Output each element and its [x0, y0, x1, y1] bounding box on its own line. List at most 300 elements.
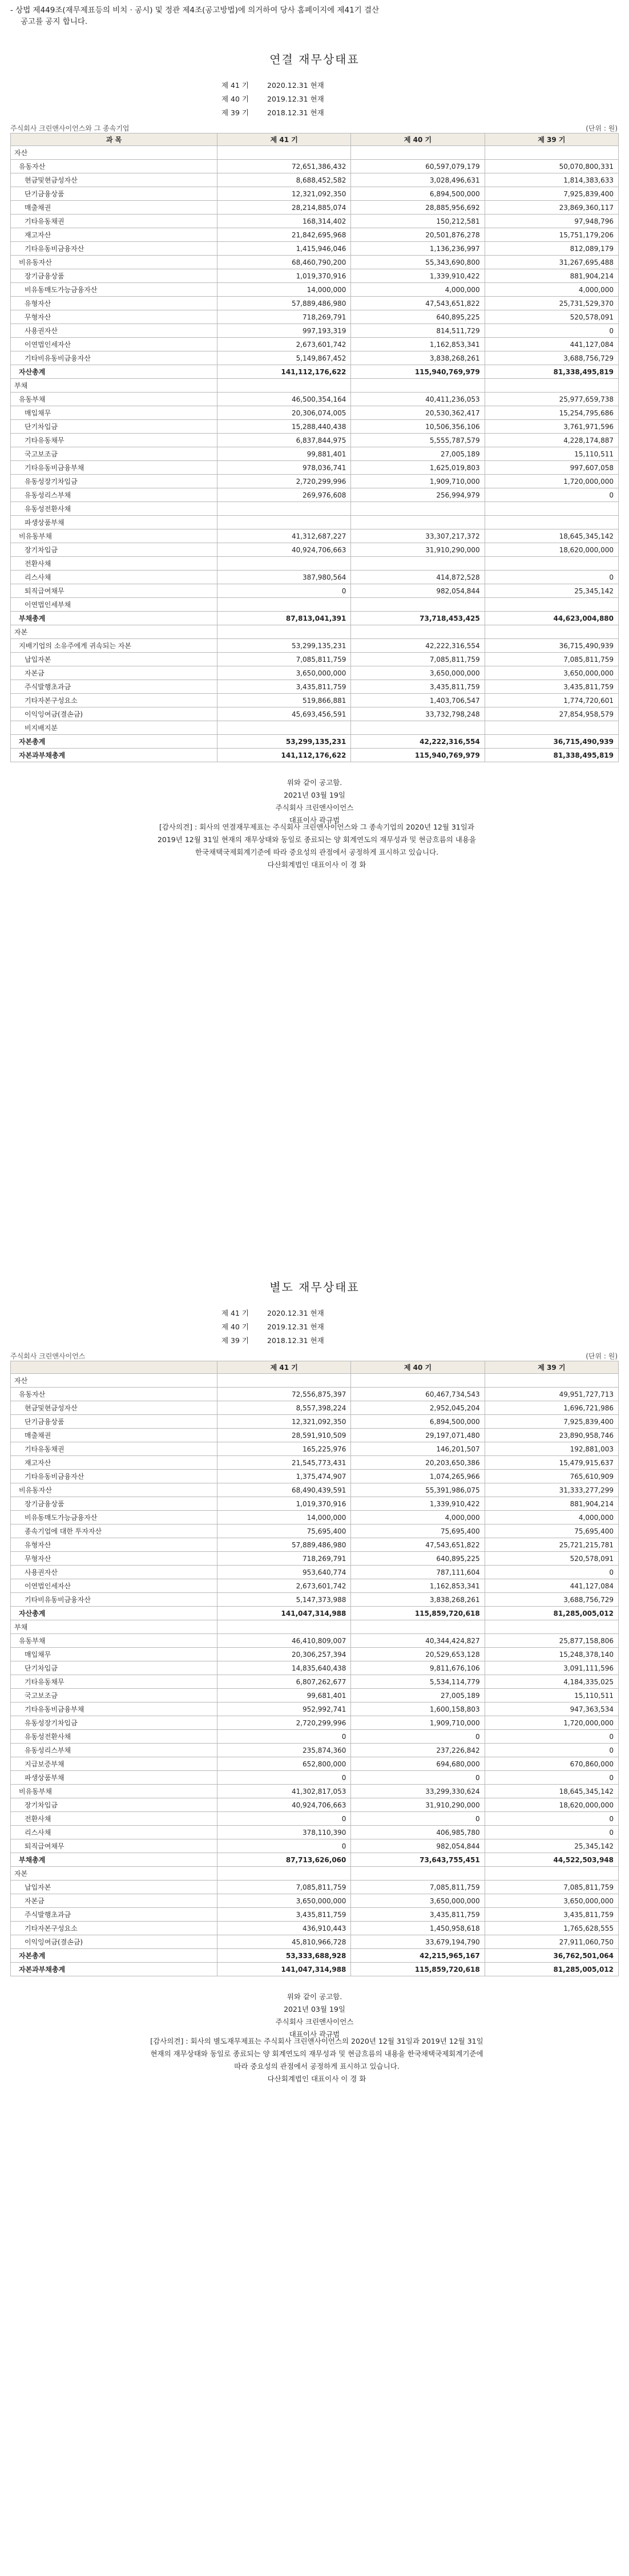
amount-cell: 269,976,608	[217, 488, 351, 502]
table-row	[11, 666, 619, 680]
amount-cell: 1,909,710,000	[351, 475, 485, 488]
amount-cell: 27,005,189	[351, 1689, 485, 1702]
account-name: 유동성리스부채	[11, 1744, 217, 1757]
table-row	[11, 735, 619, 749]
table-row	[11, 215, 619, 228]
announcement-notes	[0, 1991, 629, 2041]
amount-cell: 1,162,853,341	[351, 1579, 485, 1593]
amount-cell: 0	[485, 571, 618, 584]
amount-cell: 406,985,780	[351, 1826, 485, 1839]
account-name: 단기차입금	[11, 1661, 217, 1675]
amount-cell: 40,411,236,053	[351, 393, 485, 406]
amount-cell: 36,715,490,939	[485, 639, 618, 653]
column-header: 제 40 기	[351, 134, 485, 146]
amount-cell: 0	[485, 1812, 618, 1826]
intro-notice	[10, 5, 615, 27]
table-row	[11, 1826, 619, 1839]
amount-cell: 3,650,000,000	[217, 1894, 351, 1908]
amount-cell: 28,591,910,509	[217, 1429, 351, 1442]
account-name: 납입자본	[11, 1881, 217, 1894]
audit-line: 다산회계법인 대표이사 이 경 화	[267, 860, 366, 869]
account-name: 기타유동채무	[11, 434, 217, 447]
amount-cell: 87,813,041,391	[217, 612, 351, 625]
account-name: 비유동부채	[11, 529, 217, 543]
amount-cell: 0	[351, 1771, 485, 1785]
table-row	[11, 529, 619, 543]
amount-cell: 18,645,345,142	[485, 529, 618, 543]
note-line: 2021년 03월 19일	[284, 791, 345, 799]
amount-cell: 3,028,496,631	[351, 173, 485, 187]
amount-cell: 7,925,839,400	[485, 1415, 618, 1429]
table-row	[11, 447, 619, 461]
account-name: 전환사채	[11, 557, 217, 571]
amount-cell: 0	[217, 1839, 351, 1853]
audit-opinion	[23, 2035, 611, 2085]
table-row	[11, 228, 619, 242]
audit-opinion	[23, 821, 611, 871]
table-row	[11, 1415, 619, 1429]
table-row	[11, 543, 619, 557]
table-row	[11, 1388, 619, 1401]
account-name: 유동성리스부채	[11, 488, 217, 502]
account-name: 기타유동비금융자산	[11, 1470, 217, 1483]
amount-cell: 4,000,000	[351, 1511, 485, 1524]
table-row	[11, 502, 619, 516]
unit-label: (단위 : 원)	[586, 124, 618, 132]
account-name: 자산	[11, 146, 217, 160]
table-row	[11, 1374, 619, 1388]
amount-cell: 44,522,503,948	[485, 1853, 618, 1867]
table-row	[11, 1798, 619, 1812]
amount-cell: 978,036,741	[217, 461, 351, 475]
account-name: 유동성전환사채	[11, 1730, 217, 1744]
period-item	[221, 1307, 324, 1320]
amount-cell: 670,860,000	[485, 1757, 618, 1771]
amount-cell: 15,254,795,686	[485, 406, 618, 420]
amount-cell: 20,306,074,005	[217, 406, 351, 420]
amount-cell: 881,904,214	[485, 1497, 618, 1511]
account-name: 비유동부채	[11, 1785, 217, 1798]
period-label: 제 39 기	[221, 1336, 249, 1345]
amount-cell: 73,718,453,425	[351, 612, 485, 625]
amount-cell: 55,391,986,075	[351, 1483, 485, 1497]
period-date: 2020.12.31 현재	[267, 1309, 324, 1317]
amount-cell: 99,681,401	[217, 1689, 351, 1702]
amount-cell: 5,149,867,452	[217, 351, 351, 365]
column-header: 제 39 기	[485, 1361, 618, 1374]
amount-cell: 53,299,135,231	[217, 639, 351, 653]
amount-cell: 1,450,958,618	[351, 1922, 485, 1935]
account-name: 부채	[11, 1620, 217, 1634]
amount-cell: 1,136,236,997	[351, 242, 485, 256]
table-row	[11, 749, 619, 762]
amount-cell: 997,193,319	[217, 324, 351, 338]
account-name: 자본금	[11, 1894, 217, 1908]
audit-line: 따라 중요성의 관점에서 공정하게 표시하고 있습니다.	[234, 2062, 400, 2070]
account-name: 기타유동비금융자산	[11, 242, 217, 256]
amount-cell	[485, 1620, 618, 1634]
table-row	[11, 1607, 619, 1620]
table-row	[11, 694, 619, 707]
period-item	[221, 106, 324, 120]
amount-cell: 53,299,135,231	[217, 735, 351, 749]
company-name: 주식회사 크린앤사이언스	[10, 1352, 86, 1360]
account-name: 기타유동비금융부채	[11, 1702, 217, 1716]
table-header-row	[11, 1361, 619, 1374]
amount-cell: 1,765,628,555	[485, 1922, 618, 1935]
amount-cell: 6,894,500,000	[351, 1415, 485, 1429]
amount-cell	[217, 557, 351, 571]
account-name: 부채	[11, 379, 217, 393]
table-row	[11, 1730, 619, 1744]
table-header-row	[11, 134, 619, 146]
amount-cell: 0	[485, 488, 618, 502]
account-name: 비유동매도가능금융자산	[11, 1511, 217, 1524]
table-row	[11, 1922, 619, 1935]
table-row	[11, 625, 619, 639]
account-name: 비유동매도가능금융자산	[11, 283, 217, 297]
table-row	[11, 680, 619, 694]
account-name: 리스사채	[11, 1826, 217, 1839]
table-row	[11, 297, 619, 310]
amount-cell: 7,085,811,759	[217, 653, 351, 666]
amount-cell: 787,111,604	[351, 1566, 485, 1579]
table-row	[11, 187, 619, 201]
amount-cell: 4,184,335,025	[485, 1675, 618, 1689]
amount-cell: 115,859,720,618	[351, 1607, 485, 1620]
table-row	[11, 653, 619, 666]
table-row	[11, 639, 619, 653]
account-name: 국고보조금	[11, 1689, 217, 1702]
amount-cell: 640,895,225	[351, 310, 485, 324]
amount-cell: 3,650,000,000	[351, 1894, 485, 1908]
table-row	[11, 1661, 619, 1675]
amount-cell: 57,889,486,980	[217, 1538, 351, 1552]
account-name: 주식발행초과금	[11, 1908, 217, 1922]
table-row	[11, 1867, 619, 1881]
table-row	[11, 1401, 619, 1415]
amount-cell	[351, 379, 485, 393]
amount-cell: 3,688,756,729	[485, 351, 618, 365]
account-name: 파생상품부채	[11, 516, 217, 529]
account-name: 유동자산	[11, 160, 217, 173]
amount-cell: 3,435,811,759	[217, 1908, 351, 1922]
amount-cell: 46,500,354,164	[217, 393, 351, 406]
amount-cell: 1,625,019,803	[351, 461, 485, 475]
table-row	[11, 1442, 619, 1456]
table-row	[11, 1853, 619, 1867]
amount-cell: 1,774,720,601	[485, 694, 618, 707]
table-row	[11, 1497, 619, 1511]
amount-cell: 7,085,811,759	[351, 1881, 485, 1894]
amount-cell: 115,859,720,618	[351, 1963, 485, 1976]
table-row	[11, 1757, 619, 1771]
amount-cell: 68,490,439,591	[217, 1483, 351, 1497]
table-row	[11, 1744, 619, 1757]
amount-cell: 718,269,791	[217, 310, 351, 324]
amount-cell: 2,720,299,996	[217, 1716, 351, 1730]
amount-cell: 72,556,875,397	[217, 1388, 351, 1401]
unit-label: (단위 : 원)	[586, 1352, 618, 1360]
amount-cell: 2,673,601,742	[217, 1579, 351, 1593]
amount-cell: 6,807,262,677	[217, 1675, 351, 1689]
amount-cell: 1,403,706,547	[351, 694, 485, 707]
table-row	[11, 1429, 619, 1442]
amount-cell: 3,091,111,596	[485, 1661, 618, 1675]
amount-cell: 55,343,690,800	[351, 256, 485, 269]
table-row	[11, 557, 619, 571]
table-row	[11, 1935, 619, 1949]
amount-cell: 1,162,853,341	[351, 338, 485, 351]
table-row	[11, 160, 619, 173]
amount-cell: 168,314,402	[217, 215, 351, 228]
amount-cell: 378,110,390	[217, 1826, 351, 1839]
table-row	[11, 393, 619, 406]
amount-cell: 41,302,817,053	[217, 1785, 351, 1798]
table-row	[11, 379, 619, 393]
table-row	[11, 612, 619, 625]
table-row	[11, 351, 619, 365]
amount-cell: 42,222,316,554	[351, 639, 485, 653]
amount-cell: 141,112,176,622	[217, 749, 351, 762]
account-name: 무형자산	[11, 310, 217, 324]
period-label: 제 39 기	[221, 108, 249, 117]
period-date: 2020.12.31 현재	[267, 81, 324, 90]
amount-cell: 5,534,114,779	[351, 1675, 485, 1689]
amount-cell: 57,889,486,980	[217, 297, 351, 310]
intro-line-2: 공고를 공지 합니다.	[21, 17, 88, 26]
amount-cell: 20,306,257,394	[217, 1648, 351, 1661]
amount-cell: 947,363,534	[485, 1702, 618, 1716]
amount-cell: 28,214,885,074	[217, 201, 351, 215]
table-row	[11, 1483, 619, 1497]
column-header: 제 41 기	[217, 1361, 351, 1374]
amount-cell: 414,872,528	[351, 571, 485, 584]
amount-cell: 2,673,601,742	[217, 338, 351, 351]
amount-cell: 0	[485, 1730, 618, 1744]
table-row	[11, 420, 619, 434]
amount-cell: 3,650,000,000	[351, 666, 485, 680]
amount-cell: 27,005,189	[351, 447, 485, 461]
amount-cell: 25,977,659,738	[485, 393, 618, 406]
table-row	[11, 1524, 619, 1538]
balance-sheet-table	[10, 133, 619, 762]
statement-title: 별도 재무상태표	[269, 1280, 360, 1294]
amount-cell	[351, 1374, 485, 1388]
account-name: 퇴직급여채무	[11, 1839, 217, 1853]
balance-sheet-table	[10, 1361, 619, 1976]
amount-cell: 15,110,511	[485, 447, 618, 461]
period-item	[221, 79, 324, 92]
amount-cell: 31,333,277,299	[485, 1483, 618, 1497]
table-row	[11, 434, 619, 447]
account-name: 자본	[11, 625, 217, 639]
amount-cell: 5,147,373,988	[217, 1593, 351, 1607]
amount-cell: 7,085,811,759	[217, 1881, 351, 1894]
amount-cell: 3,435,811,759	[351, 680, 485, 694]
account-name: 비지배지분	[11, 721, 217, 735]
amount-cell: 3,435,811,759	[485, 680, 618, 694]
amount-cell	[485, 1374, 618, 1388]
table-row	[11, 1511, 619, 1524]
amount-cell: 31,910,290,000	[351, 543, 485, 557]
amount-cell: 3,838,268,261	[351, 1593, 485, 1607]
account-name: 사용권자산	[11, 1566, 217, 1579]
account-name: 리스사채	[11, 571, 217, 584]
account-name: 매입채무	[11, 406, 217, 420]
account-name: 지배기업의 소유주에게 귀속되는 자본	[11, 639, 217, 653]
account-name: 자산총계	[11, 1607, 217, 1620]
amount-cell: 73,643,755,451	[351, 1853, 485, 1867]
amount-cell: 45,693,456,591	[217, 707, 351, 721]
account-name: 종속기업에 대한 투자자산	[11, 1524, 217, 1538]
amount-cell: 0	[217, 1812, 351, 1826]
amount-cell: 718,269,791	[217, 1552, 351, 1566]
table-row	[11, 1620, 619, 1634]
amount-cell: 81,338,495,819	[485, 749, 618, 762]
table-row	[11, 488, 619, 502]
amount-cell: 141,047,314,988	[217, 1963, 351, 1976]
period-label: 제 40 기	[221, 1323, 249, 1331]
account-name: 전환사채	[11, 1812, 217, 1826]
amount-cell: 72,651,386,432	[217, 160, 351, 173]
amount-cell	[351, 1620, 485, 1634]
table-row	[11, 1634, 619, 1648]
amount-cell: 0	[485, 324, 618, 338]
amount-cell: 25,731,529,370	[485, 297, 618, 310]
amount-cell: 12,321,092,350	[217, 187, 351, 201]
amount-cell: 25,345,142	[485, 584, 618, 598]
amount-cell: 75,695,400	[351, 1524, 485, 1538]
amount-cell: 520,578,091	[485, 1552, 618, 1566]
account-name: 지급보증부채	[11, 1757, 217, 1771]
account-name: 유형자산	[11, 297, 217, 310]
account-name: 장기금융상품	[11, 269, 217, 283]
amount-cell: 8,688,452,582	[217, 173, 351, 187]
amount-cell: 3,650,000,000	[217, 666, 351, 680]
note-line: 위와 같이 공고함.	[287, 778, 342, 787]
account-name: 재고자산	[11, 228, 217, 242]
table-row	[11, 707, 619, 721]
account-name: 유동성전환사채	[11, 502, 217, 516]
amount-cell: 8,557,398,224	[217, 1401, 351, 1415]
amount-cell: 47,543,651,822	[351, 1538, 485, 1552]
amount-cell	[217, 1374, 351, 1388]
period-label: 제 41 기	[221, 1309, 249, 1317]
amount-cell: 27,911,060,750	[485, 1935, 618, 1949]
amount-cell: 519,866,881	[217, 694, 351, 707]
period-item	[221, 1320, 324, 1334]
amount-cell: 14,000,000	[217, 283, 351, 297]
amount-cell: 1,375,474,907	[217, 1470, 351, 1483]
account-name: 자본과부채총계	[11, 749, 217, 762]
amount-cell: 49,951,727,713	[485, 1388, 618, 1401]
table-row	[11, 201, 619, 215]
audit-line: 한국채택국제회계기준에 따라 중요성의 관점에서 공정하게 표시하고 있습니다.	[195, 848, 439, 856]
amount-cell: 7,085,811,759	[485, 1881, 618, 1894]
amount-cell: 14,835,640,438	[217, 1661, 351, 1675]
account-name: 기타유동비금융부채	[11, 461, 217, 475]
amount-cell: 21,545,773,431	[217, 1456, 351, 1470]
amount-cell	[217, 146, 351, 160]
amount-cell	[351, 598, 485, 612]
amount-cell: 42,215,965,167	[351, 1949, 485, 1963]
amount-cell: 33,307,217,372	[351, 529, 485, 543]
table-row	[11, 283, 619, 297]
account-name: 단기금융상품	[11, 1415, 217, 1429]
amount-cell: 14,000,000	[217, 1511, 351, 1524]
amount-cell: 0	[351, 1812, 485, 1826]
amount-cell	[485, 146, 618, 160]
table-row	[11, 256, 619, 269]
table-row	[11, 1702, 619, 1716]
amount-cell: 27,854,958,579	[485, 707, 618, 721]
amount-cell: 694,680,000	[351, 1757, 485, 1771]
amount-cell: 441,127,084	[485, 338, 618, 351]
amount-cell: 47,543,651,822	[351, 297, 485, 310]
amount-cell: 1,696,721,986	[485, 1401, 618, 1415]
amount-cell	[485, 557, 618, 571]
audit-line: 2019년 12월 31일 현재의 재무상태와 동일로 종료되는 양 회계연도의 재무성과 및 현금흐름의 내용을	[157, 835, 477, 844]
amount-cell: 33,732,798,248	[351, 707, 485, 721]
table-row	[11, 1716, 619, 1730]
account-name: 파생상품부채	[11, 1771, 217, 1785]
amount-cell: 60,597,079,179	[351, 160, 485, 173]
table-row	[11, 1894, 619, 1908]
account-name: 부채총계	[11, 1853, 217, 1867]
audit-line: 다산회계법인 대표이사 이 경 화	[267, 2074, 366, 2083]
amount-cell: 237,226,842	[351, 1744, 485, 1757]
table-row	[11, 1881, 619, 1894]
amount-cell: 0	[485, 1566, 618, 1579]
amount-cell: 45,810,966,728	[217, 1935, 351, 1949]
amount-cell: 40,344,424,827	[351, 1634, 485, 1648]
table-row	[11, 310, 619, 324]
amount-cell: 1,019,370,916	[217, 269, 351, 283]
period-date: 2019.12.31 현재	[267, 1323, 324, 1331]
period-label: 제 41 기	[221, 81, 249, 90]
amount-cell: 1,600,158,803	[351, 1702, 485, 1716]
account-name: 기타유동채무	[11, 1675, 217, 1689]
account-name: 유형자산	[11, 1538, 217, 1552]
amount-cell: 3,650,000,000	[485, 666, 618, 680]
amount-cell: 3,435,811,759	[485, 1908, 618, 1922]
amount-cell: 652,800,000	[217, 1757, 351, 1771]
amount-cell	[351, 146, 485, 160]
announcement-notes	[0, 777, 629, 827]
period-label: 제 40 기	[221, 95, 249, 103]
account-name: 기타비유동비금융자산	[11, 1593, 217, 1607]
amount-cell: 6,837,844,975	[217, 434, 351, 447]
period-item	[221, 92, 324, 106]
amount-cell: 7,925,839,400	[485, 187, 618, 201]
note-line: 2021년 03월 19일	[284, 2005, 345, 2013]
amount-cell: 146,201,507	[351, 1442, 485, 1456]
table-row	[11, 1552, 619, 1566]
amount-cell: 15,751,179,206	[485, 228, 618, 242]
amount-cell: 12,321,092,350	[217, 1415, 351, 1429]
account-name: 유동성장기차입금	[11, 475, 217, 488]
account-name: 장기차입금	[11, 1798, 217, 1812]
amount-cell: 1,415,946,046	[217, 242, 351, 256]
amount-cell: 1,720,000,000	[485, 1716, 618, 1730]
amount-cell: 25,721,215,781	[485, 1538, 618, 1552]
amount-cell	[351, 516, 485, 529]
amount-cell: 0	[485, 1771, 618, 1785]
amount-cell: 99,881,401	[217, 447, 351, 461]
amount-cell: 256,994,979	[351, 488, 485, 502]
table-row	[11, 269, 619, 283]
